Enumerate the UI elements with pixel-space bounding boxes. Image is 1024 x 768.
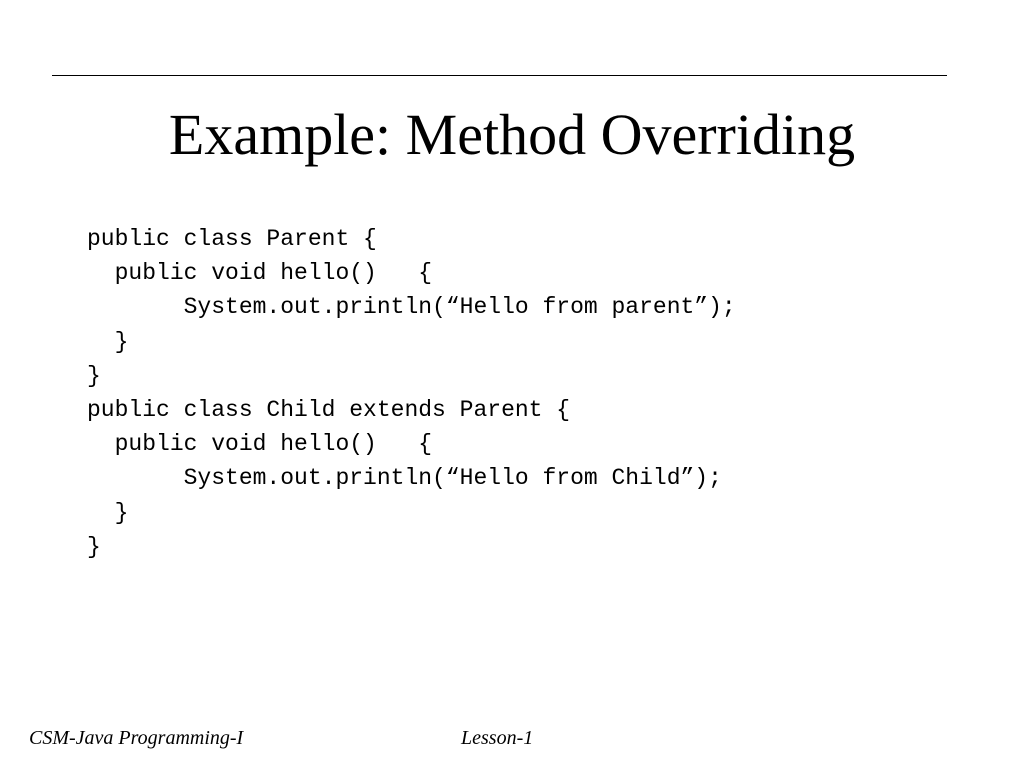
code-line: } xyxy=(87,499,129,526)
code-line: System.out.println(“Hello from Child”); xyxy=(87,465,722,492)
code-line: } xyxy=(87,328,129,355)
code-line: public void hello() { xyxy=(87,431,433,458)
footer-course-name: CSM-Java Programming-I xyxy=(29,727,244,749)
code-line: public void hello() { xyxy=(87,260,433,287)
top-divider xyxy=(52,75,947,76)
code-line: public class Child extends Parent { xyxy=(87,396,571,423)
code-block xyxy=(87,222,736,564)
slide-title: Example: Method Overriding xyxy=(168,102,856,167)
footer-lesson-label: Lesson-1 xyxy=(461,727,534,749)
code-line: } xyxy=(87,362,101,389)
code-line: public class Parent { xyxy=(87,226,377,252)
code-line: System.out.println(“Hello from parent”); xyxy=(87,294,736,321)
code-line: } xyxy=(87,533,101,560)
